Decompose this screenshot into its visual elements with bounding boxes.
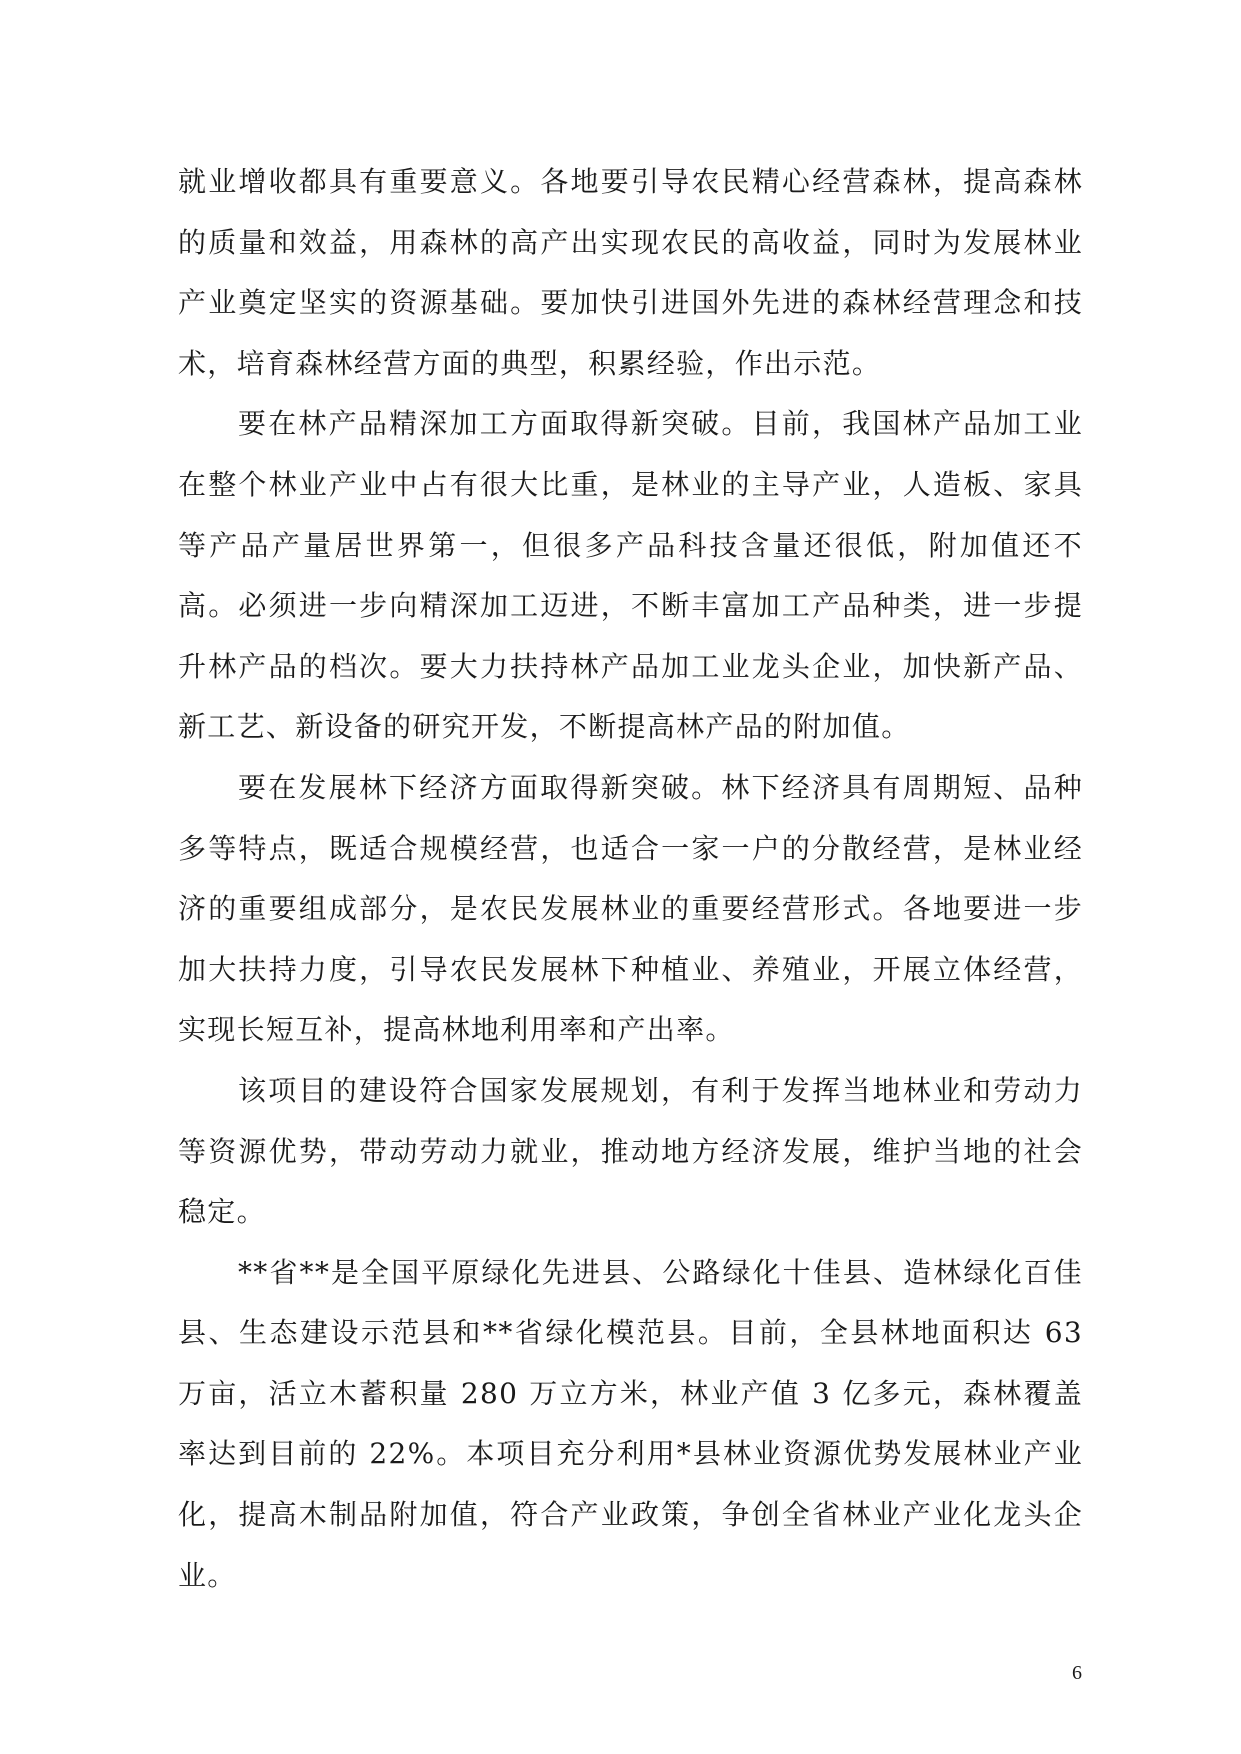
paragraph-continuation: 就业增收都具有重要意义。各地要引导农民精心经营森林，提高森林的质量和效益，用森林的高产出实现农民的高收益，同时为发展林业产业奠定坚实的资源基础。要加快引进国外先进的森林经营理念和技术，培育森林经营方面的典型，积累经验，作出示范。	[178, 165, 1083, 380]
paragraph-project-compliance: 该项目的建设符合国家发展规划，有利于发挥当地林业和劳动力等资源优势，带动劳动力就业，推动地方经济发展，维护当地的社会稳定。	[178, 1073, 1083, 1229]
paragraph-understory-economy: 要在发展林下经济方面取得新突破。林下经济具有周期短、品种多等特点，既适合规模经营，也适合一家一户的分散经营，是林业经济的重要组成部分，是农民发展林业的重要经营形式。各地要进一步加大扶持力度，引导农民发展林下种植业、养殖业，开展立体经营，实现长短互补，提高林地利用率和产出率。	[178, 770, 1083, 1047]
page-body	[178, 152, 1083, 1606]
page-number: 6	[1072, 1662, 1082, 1684]
paragraph-county-profile: **省**是全国平原绿化先进县、公路绿化十佳县、造林绿化百佳县、生态建设示范县和**省绿化模范县。目前，全县林地面积达 63 万亩，活立木蓄积量 280 万立方米，林业产值 3 亿多元，森林覆盖率达到目前的 22%。本项目充分利用*县林业资源优势发展林业产业化，提高木制品附加值，符合产业政策，争创全省林业产业化龙头企业。	[178, 1255, 1083, 1592]
paragraph-processing-breakthrough: 要在林产品精深加工方面取得新突破。目前，我国林产品加工业在整个林业产业中占有很大比重，是林业的主导产业，人造板、家具等产品产量居世界第一，但很多产品科技含量还很低，附加值还不高。必须进一步向精深加工迈进，不断丰富加工产品种类，进一步提升林产品的档次。要大力扶持林产品加工业龙头企业，加快新产品、新工艺、新设备的研究开发，不断提高林产品的附加值。	[178, 407, 1083, 744]
